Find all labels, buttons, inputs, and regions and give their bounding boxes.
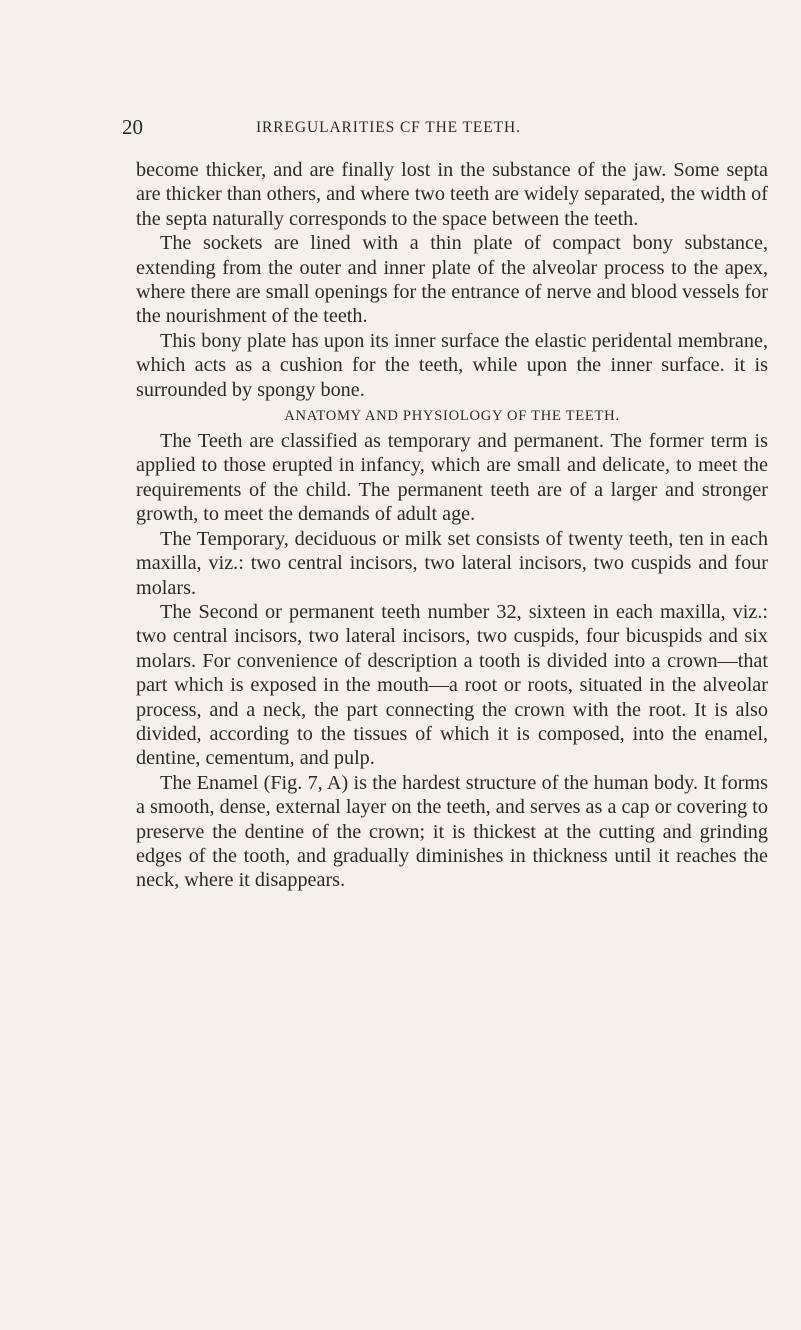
- page-header: [0, 114, 801, 142]
- paragraph: The Enamel (Fig. 7, A) is the hardest structure of the human body. It forms a smooth, dense, external layer on the teeth, and serves as a cap or covering to preserve the dentine of the crown; it is thickest at the cutting and grinding edges of the tooth, and gradually diminishes in thickness until it reaches the neck, where it disappears.: [136, 771, 768, 892]
- page-number: 20: [122, 115, 143, 139]
- section-heading: ANATOMY AND PHYSIOLOGY OF THE TEETH.: [284, 408, 620, 425]
- body-text: [136, 158, 768, 893]
- paragraph: This bony plate has upon its inner surface the elastic peridental membrane, which acts as a cushion for the teeth, while upon the inner surface. it is surrounded by spongy bone.: [136, 329, 768, 401]
- paragraph: The Temporary, deciduous or milk set consists of twenty teeth, ten in each maxilla, viz.: two central incisors, two lateral incisors, two cuspids and four molars.: [136, 527, 768, 599]
- paragraph: The Second or permanent teeth number 32, sixteen in each maxilla, viz.: two central incisors, two lateral incisors, two cuspids, four bicuspids and six molars. For convenience of description a tooth is divided into a crown—that part which is exposed in the mouth—a root or roots, situated in the alveolar process, and a neck, the part connecting the crown with the root. It is also divided, according to the tissues of which it is composed, into the enamel, dentine, cementum, and pulp.: [136, 600, 768, 770]
- paragraph: The Teeth are classified as temporary and permanent. The former term is applied to those erupted in infancy, which are small and delicate, to meet the requirements of the child. The permanent teeth are of a larger and stronger growth, to meet the demands of adult age.: [136, 430, 768, 526]
- paragraph: The sockets are lined with a thin plate of compact bony substance, extending from the outer and inner plate of the alveolar process to the apex, where there are small openings for the entrance of nerve and blood vessels for the nourishment of the teeth.: [136, 232, 768, 328]
- running-head: IRREGULARITIES CF THE TEETH.: [256, 119, 521, 136]
- paragraph: become thicker, and are finally lost in the substance of the jaw. Some septa are thicker than others, and where two teeth are widely separated, the width of the septa naturally corresponds to the space between the teeth.: [136, 159, 768, 230]
